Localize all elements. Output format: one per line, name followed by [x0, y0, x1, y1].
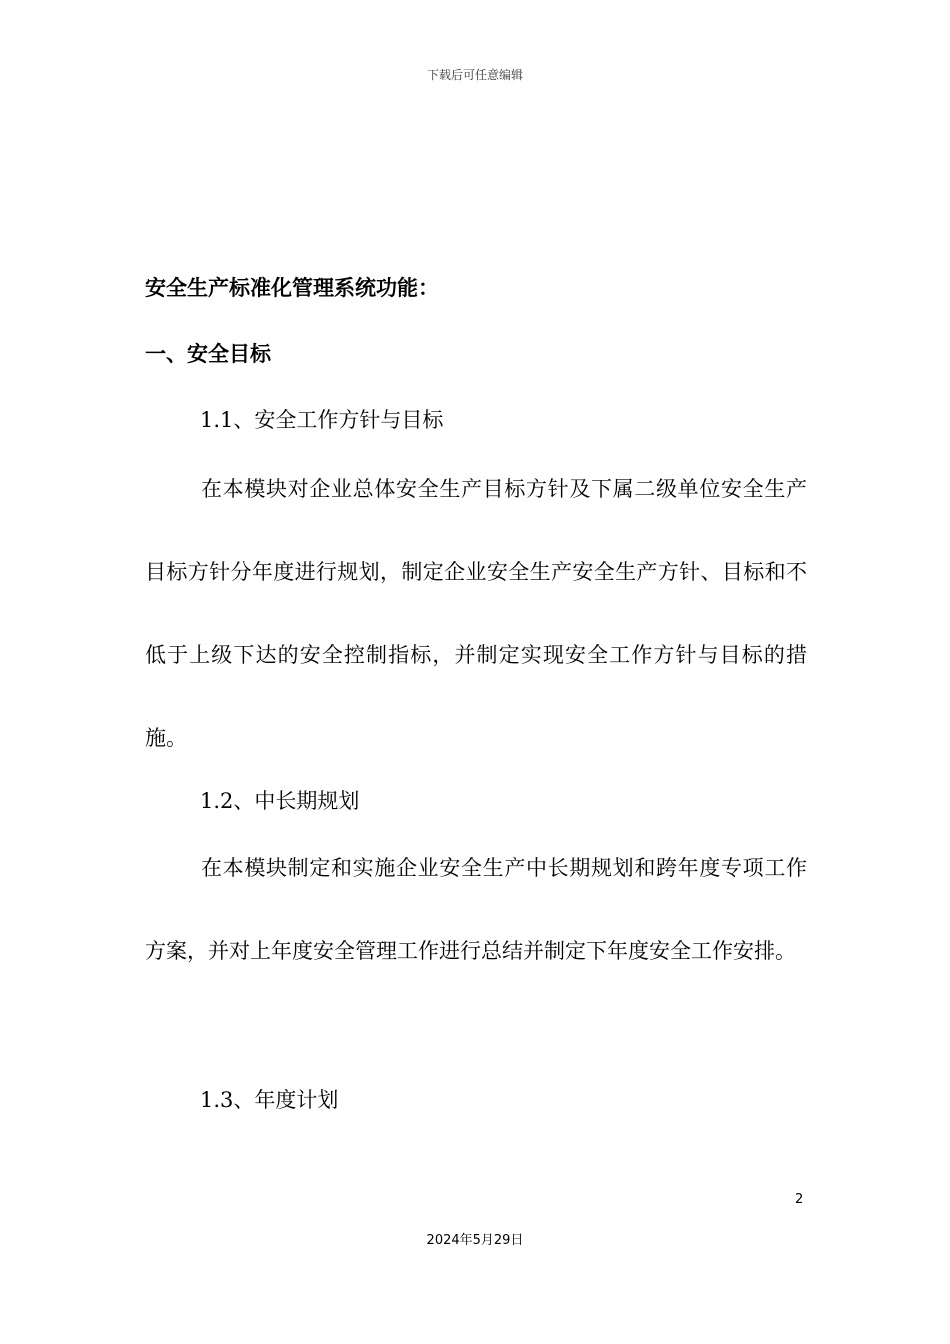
subsection-title: 、年度计划 — [233, 1088, 339, 1112]
subsection-heading-1-2 — [200, 785, 359, 817]
subsection-heading-1-1 — [200, 404, 443, 436]
document-title: 安全生产标准化管理系统功能： — [145, 276, 439, 300]
subsection-number: 1.3 — [200, 1088, 234, 1112]
page-number: 2 — [795, 1192, 804, 1207]
page-header: 下载后可任意编辑 — [426, 68, 523, 82]
footer-date: 2024年5月29日 — [426, 1233, 524, 1248]
subsection-heading-1-3 — [200, 1084, 338, 1116]
subsection-number: 1.1 — [200, 408, 234, 432]
paragraph-safety-policy: 在本模块对企业总体安全生产目标方针及下属二级单位安全生产目标方针分年度进行规划，制定企业安全生产安全生产方针、目标和不低于上级下达的安全控制指标，并制定实现安全工作方针与目标的措施。 — [145, 477, 807, 750]
section-heading-safety-goals: 一、安全目标 — [145, 342, 271, 366]
subsection-title: 、中长期规划 — [233, 789, 360, 813]
subsection-number: 1.2 — [200, 789, 234, 813]
paragraph-long-term-plan: 在本模块制定和实施企业安全生产中长期规划和跨年度专项工作方案，并对上年度安全管理工作进行总结并制定下年度安全工作安排。 — [145, 856, 807, 963]
subsection-title: 、安全工作方针与目标 — [233, 408, 444, 432]
